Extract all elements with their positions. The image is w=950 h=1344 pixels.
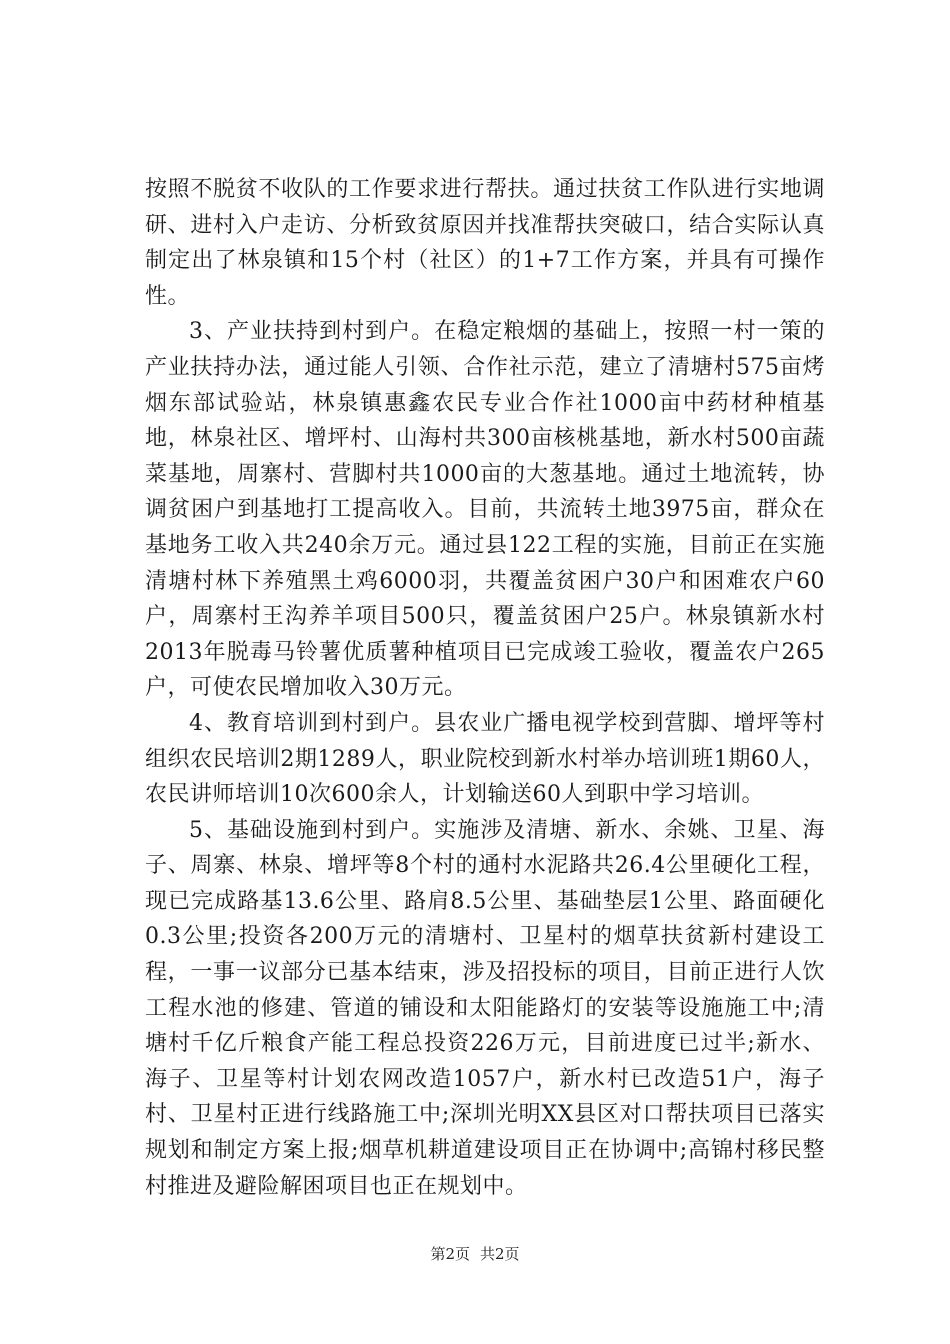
document-body <box>145 172 825 1204</box>
page-number: 第2页 <box>430 1245 470 1263</box>
paragraph-industry-support: 3、产业扶持到村到户。在稳定粮烟的基础上，按照一村一策的产业扶持办法，通过能人引领、合作社示范，建立了清塘村575亩烤烟东部试验站，林泉镇惠鑫农民专业合作社1000亩中药材种植基地，林泉社区、增坪村、山海村共300亩核桃基地，新水村500亩蔬菜基地，周寨村、营脚村共1000亩的大葱基地。通过土地流转，协调贫困户到基地打工提高收入。目前，共流转土地3975亩，群众在基地务工收入共240余万元。通过县122工程的实施，目前正在实施清塘村林下养殖黑土鸡6000羽，共覆盖贫困户30户和困难农户60户，周寨村王沟养羊项目500只，覆盖贫困户25户。林泉镇新水村2013年脱毒马铃薯优质薯种植项目已完成竣工验收，覆盖农户265户，可使农民增加收入30万元。 <box>145 319 825 701</box>
paragraph-education-training: 4、教育培训到村到户。县农业广播电视学校到营脚、增坪等村组织农民培训2期1289人，职业院校到新水村举办培训班1期60人，农民讲师培训10次600余人，计划输送60人到职中学习培训。 <box>145 710 825 808</box>
page-total: 共2页 <box>480 1245 520 1263</box>
page-footer <box>0 1243 950 1264</box>
paragraph-continuation: 按照不脱贫不收队的工作要求进行帮扶。通过扶贫工作队进行实地调研、进村入户走访、分析致贫原因并找准帮扶突破口，结合实际认真制定出了林泉镇和15个村（社区）的1+7工作方案，并具有可操作性。 <box>145 177 825 309</box>
paragraph-infrastructure: 5、基础设施到村到户。实施涉及清塘、新水、余姚、卫星、海子、周寨、林泉、增坪等8个村的通村水泥路共26.4公里硬化工程，现已完成路基13.6公里、路肩8.5公里、基础垫层1公里、路面硬化0.3公里;投资各200万元的清塘村、卫星村的烟草扶贫新村建设工程，一事一议部分已基本结束，涉及招投标的项目，目前正进行人饮工程水池的修建、管道的铺设和太阳能路灯的安装等设施施工中;清塘村千亿斤粮食产能工程总投资226万元，目前进度已过半;新水、海子、卫星等村计划农网改造1057户，新水村已改造51户，海子村、卫星村正进行线路施工中;深圳光明XX县区对口帮扶项目已落实规划和制定方案上报;烟草机耕道建设项目正在协调中;高锦村移民整村推进及避险解困项目也正在规划中。 <box>145 817 825 1199</box>
